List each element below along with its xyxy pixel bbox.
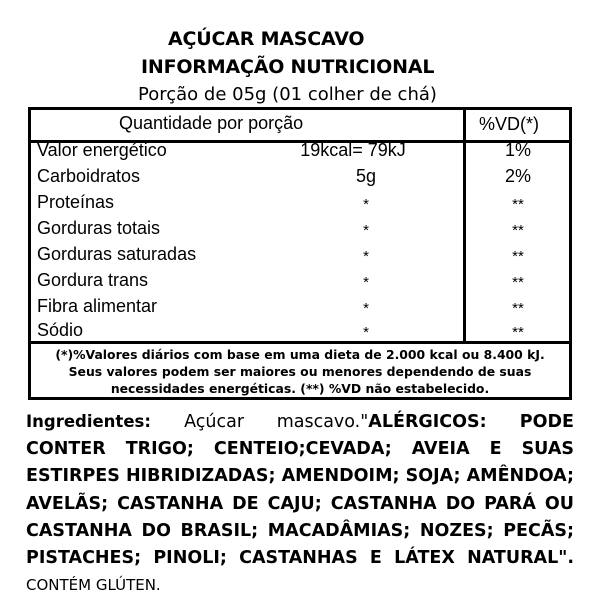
table-row [31, 192, 569, 218]
nutrient-name: Fibra alimentar [37, 296, 158, 316]
nutrient-name: Carboidratos [37, 166, 141, 186]
nutrient-name: Sódio [37, 320, 84, 340]
table-header [31, 110, 569, 143]
nutrient-name: Valor energético [37, 140, 167, 160]
quantity-header: Quantidade por porção [119, 113, 304, 133]
table-row [31, 140, 569, 166]
table-row [31, 270, 569, 296]
ingredients-block [26, 408, 574, 599]
table-row [31, 244, 569, 270]
nutrient-name: Gorduras totais [37, 218, 161, 238]
nutrient-vd: ** [512, 196, 524, 213]
nutrient-amount: * [363, 274, 369, 291]
footnote-line: (*)%Valores diários com base em uma dieta de 2.000 kcal ou 8.400 kJ. [55, 347, 545, 362]
footnote-line: Seus valores podem ser maiores ou menores dependendo de suas [68, 364, 532, 379]
nutrient-vd: ** [512, 274, 524, 291]
nutrient-vd: ** [512, 300, 524, 317]
nutrient-name: Gorduras saturadas [37, 244, 197, 264]
nutrient-vd: 2% [504, 166, 531, 186]
ingredients-text: Açúcar mascavo." [184, 412, 369, 432]
nutrient-vd: ** [512, 324, 524, 341]
footnote [31, 346, 569, 397]
nutrient-vd: ** [512, 222, 524, 239]
nutrient-amount: 19kcal= 79kJ [300, 140, 406, 160]
nutrient-amount: * [363, 248, 369, 265]
ingredients-label: Ingredientes: [26, 412, 151, 431]
nutrition-heading: INFORMAÇÃO NUTRICIONAL [141, 56, 435, 78]
table-row [31, 218, 569, 244]
nutrient-amount: * [363, 196, 369, 213]
nutrient-amount: * [363, 324, 369, 341]
footnote-divider [31, 341, 569, 344]
gluten-notice: CONTÉM GLÚTEN. [26, 576, 161, 595]
nutrient-amount: 5g [355, 166, 377, 186]
nutrient-name: Proteínas [37, 192, 115, 212]
nutrient-amount: * [363, 222, 369, 239]
nutrient-vd: 1% [504, 140, 531, 160]
table-row [31, 296, 569, 322]
footnote-line: necessidades energéticas. (**) %VD não estabelecido. [110, 381, 490, 396]
vd-header: %VD(*) [479, 114, 540, 134]
nutrient-amount: * [363, 300, 369, 317]
table-row [31, 166, 569, 192]
nutrition-table [28, 107, 572, 400]
nutrient-vd: ** [512, 248, 524, 265]
nutrient-name: Gordura trans [37, 270, 149, 290]
portion-size: Porção de 05g (01 colher de chá) [138, 84, 437, 105]
product-title: AÇÚCAR MASCAVO [168, 28, 365, 50]
allergen-warning: ALÉRGICOS: PODE CONTER TRIGO; CENTEIO;CEVADA; AVEIA E SUAS ESTIRPES HIBRIDIZADAS; AMENDOIM; SOJA; AMÊNDOA; AVELÃS; CASTANHA DE CAJU; CASTANHA DO PARÁ OU CASTANHA DO BRASIL; MACADÂMIAS; NOZES; PECÃS; PISTACHES; PINOLI; CASTANHAS E LÁTEX NATURAL". [26, 412, 574, 569]
